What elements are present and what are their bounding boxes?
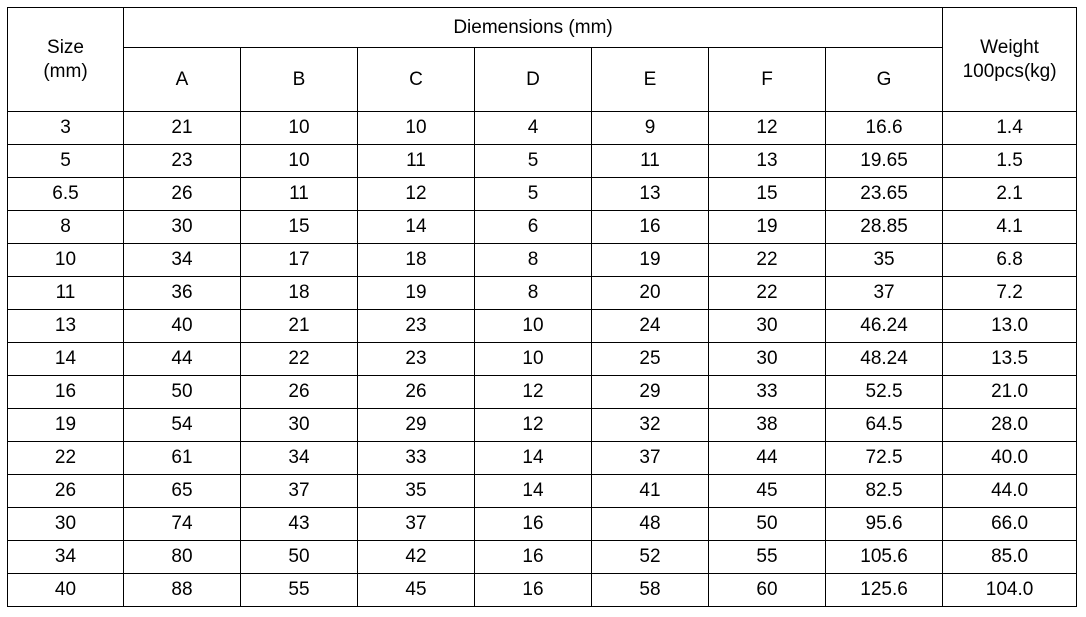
cell-c: 18: [358, 244, 475, 277]
cell-g: 64.5: [826, 409, 943, 442]
cell-e: 25: [592, 343, 709, 376]
cell-size: 8: [8, 211, 124, 244]
cell-d: 16: [475, 541, 592, 574]
cell-b: 21: [241, 310, 358, 343]
cell-c: 10: [358, 112, 475, 145]
cell-g: 37: [826, 277, 943, 310]
table-row: [8, 244, 1077, 277]
cell-c: 23: [358, 343, 475, 376]
cell-a: 61: [124, 442, 241, 475]
cell-c: 37: [358, 508, 475, 541]
column-header-e: E: [592, 48, 709, 112]
cell-d: 8: [475, 277, 592, 310]
cell-size: 13: [8, 310, 124, 343]
cell-e: 58: [592, 574, 709, 607]
column-header-f: F: [709, 48, 826, 112]
table-body: [8, 112, 1077, 607]
cell-weight: 28.0: [943, 409, 1077, 442]
cell-c: 33: [358, 442, 475, 475]
cell-g: 19.65: [826, 145, 943, 178]
cell-b: 26: [241, 376, 358, 409]
cell-weight: 44.0: [943, 475, 1077, 508]
column-header-g: G: [826, 48, 943, 112]
cell-e: 32: [592, 409, 709, 442]
cell-d: 14: [475, 475, 592, 508]
table-row: [8, 343, 1077, 376]
cell-e: 19: [592, 244, 709, 277]
cell-g: 46.24: [826, 310, 943, 343]
header-row-group: [8, 8, 1077, 48]
weight-header-line: Weight: [980, 36, 1039, 58]
cell-b: 43: [241, 508, 358, 541]
cell-a: 65: [124, 475, 241, 508]
cell-size: 6.5: [8, 178, 124, 211]
cell-g: 105.6: [826, 541, 943, 574]
cell-d: 10: [475, 310, 592, 343]
table-row: [8, 211, 1077, 244]
cell-b: 10: [241, 112, 358, 145]
cell-f: 55: [709, 541, 826, 574]
cell-f: 30: [709, 343, 826, 376]
table-row: [8, 508, 1077, 541]
cell-size: 5: [8, 145, 124, 178]
cell-d: 16: [475, 508, 592, 541]
cell-d: 5: [475, 145, 592, 178]
cell-size: 11: [8, 277, 124, 310]
cell-e: 11: [592, 145, 709, 178]
table-row: [8, 475, 1077, 508]
cell-f: 19: [709, 211, 826, 244]
table-row: [8, 442, 1077, 475]
cell-f: 12: [709, 112, 826, 145]
cell-size: 3: [8, 112, 124, 145]
cell-a: 23: [124, 145, 241, 178]
column-header-b: B: [241, 48, 358, 112]
table-row: [8, 310, 1077, 343]
cell-f: 50: [709, 508, 826, 541]
cell-c: 42: [358, 541, 475, 574]
cell-a: 40: [124, 310, 241, 343]
cell-c: 11: [358, 145, 475, 178]
cell-f: 45: [709, 475, 826, 508]
cell-c: 26: [358, 376, 475, 409]
cell-d: 14: [475, 442, 592, 475]
table-row: [8, 277, 1077, 310]
cell-weight: 104.0: [943, 574, 1077, 607]
cell-f: 15: [709, 178, 826, 211]
cell-b: 17: [241, 244, 358, 277]
cell-d: 4: [475, 112, 592, 145]
cell-g: 72.5: [826, 442, 943, 475]
cell-g: 35: [826, 244, 943, 277]
cell-a: 74: [124, 508, 241, 541]
cell-g: 52.5: [826, 376, 943, 409]
cell-a: 34: [124, 244, 241, 277]
cell-d: 12: [475, 409, 592, 442]
cell-c: 45: [358, 574, 475, 607]
cell-a: 88: [124, 574, 241, 607]
cell-e: 16: [592, 211, 709, 244]
cell-a: 54: [124, 409, 241, 442]
cell-c: 29: [358, 409, 475, 442]
cell-weight: 4.1: [943, 211, 1077, 244]
cell-b: 18: [241, 277, 358, 310]
cell-a: 26: [124, 178, 241, 211]
cell-g: 95.6: [826, 508, 943, 541]
cell-weight: 40.0: [943, 442, 1077, 475]
cell-a: 21: [124, 112, 241, 145]
cell-e: 41: [592, 475, 709, 508]
size-header-line: Size: [47, 36, 84, 58]
cell-e: 37: [592, 442, 709, 475]
cell-weight: 1.4: [943, 112, 1077, 145]
dimensions-table: [7, 7, 1077, 607]
cell-d: 8: [475, 244, 592, 277]
size-header: [8, 8, 124, 112]
cell-a: 50: [124, 376, 241, 409]
cell-b: 30: [241, 409, 358, 442]
table-row: [8, 574, 1077, 607]
table-row: [8, 112, 1077, 145]
cell-weight: 2.1: [943, 178, 1077, 211]
cell-size: 10: [8, 244, 124, 277]
cell-size: 40: [8, 574, 124, 607]
cell-weight: 66.0: [943, 508, 1077, 541]
cell-g: 125.6: [826, 574, 943, 607]
cell-f: 44: [709, 442, 826, 475]
cell-weight: 6.8: [943, 244, 1077, 277]
cell-size: 26: [8, 475, 124, 508]
cell-f: 38: [709, 409, 826, 442]
cell-d: 5: [475, 178, 592, 211]
table-row: [8, 178, 1077, 211]
cell-f: 22: [709, 244, 826, 277]
cell-b: 15: [241, 211, 358, 244]
cell-size: 22: [8, 442, 124, 475]
table-row: [8, 145, 1077, 178]
column-header-c: C: [358, 48, 475, 112]
cell-d: 12: [475, 376, 592, 409]
cell-g: 23.65: [826, 178, 943, 211]
cell-size: 34: [8, 541, 124, 574]
cell-size: 16: [8, 376, 124, 409]
cell-weight: 21.0: [943, 376, 1077, 409]
cell-f: 13: [709, 145, 826, 178]
cell-e: 48: [592, 508, 709, 541]
cell-d: 16: [475, 574, 592, 607]
cell-f: 22: [709, 277, 826, 310]
cell-f: 30: [709, 310, 826, 343]
cell-b: 55: [241, 574, 358, 607]
cell-b: 34: [241, 442, 358, 475]
cell-f: 60: [709, 574, 826, 607]
cell-a: 30: [124, 211, 241, 244]
cell-c: 23: [358, 310, 475, 343]
cell-e: 24: [592, 310, 709, 343]
cell-e: 29: [592, 376, 709, 409]
cell-c: 19: [358, 277, 475, 310]
cell-size: 14: [8, 343, 124, 376]
cell-e: 52: [592, 541, 709, 574]
cell-c: 14: [358, 211, 475, 244]
cell-e: 13: [592, 178, 709, 211]
cell-g: 28.85: [826, 211, 943, 244]
cell-g: 82.5: [826, 475, 943, 508]
weight-header-unit: 100pcs(kg): [962, 60, 1057, 82]
cell-d: 10: [475, 343, 592, 376]
cell-c: 12: [358, 178, 475, 211]
table-row: [8, 541, 1077, 574]
cell-weight: 13.0: [943, 310, 1077, 343]
dimensions-header: Diemensions (mm): [124, 8, 943, 48]
column-header-a: A: [124, 48, 241, 112]
weight-header: [943, 8, 1077, 112]
cell-weight: 1.5: [943, 145, 1077, 178]
cell-a: 44: [124, 343, 241, 376]
cell-size: 19: [8, 409, 124, 442]
size-header-unit: (mm): [43, 60, 88, 82]
cell-c: 35: [358, 475, 475, 508]
cell-g: 48.24: [826, 343, 943, 376]
cell-a: 36: [124, 277, 241, 310]
table-row: [8, 409, 1077, 442]
cell-weight: 85.0: [943, 541, 1077, 574]
cell-g: 16.6: [826, 112, 943, 145]
cell-weight: 13.5: [943, 343, 1077, 376]
cell-e: 9: [592, 112, 709, 145]
cell-b: 10: [241, 145, 358, 178]
column-header-d: D: [475, 48, 592, 112]
cell-weight: 7.2: [943, 277, 1077, 310]
cell-f: 33: [709, 376, 826, 409]
cell-b: 37: [241, 475, 358, 508]
table-row: [8, 376, 1077, 409]
cell-size: 30: [8, 508, 124, 541]
header-row-columns: [8, 48, 1077, 112]
cell-b: 22: [241, 343, 358, 376]
cell-d: 6: [475, 211, 592, 244]
cell-b: 50: [241, 541, 358, 574]
cell-a: 80: [124, 541, 241, 574]
cell-e: 20: [592, 277, 709, 310]
cell-b: 11: [241, 178, 358, 211]
